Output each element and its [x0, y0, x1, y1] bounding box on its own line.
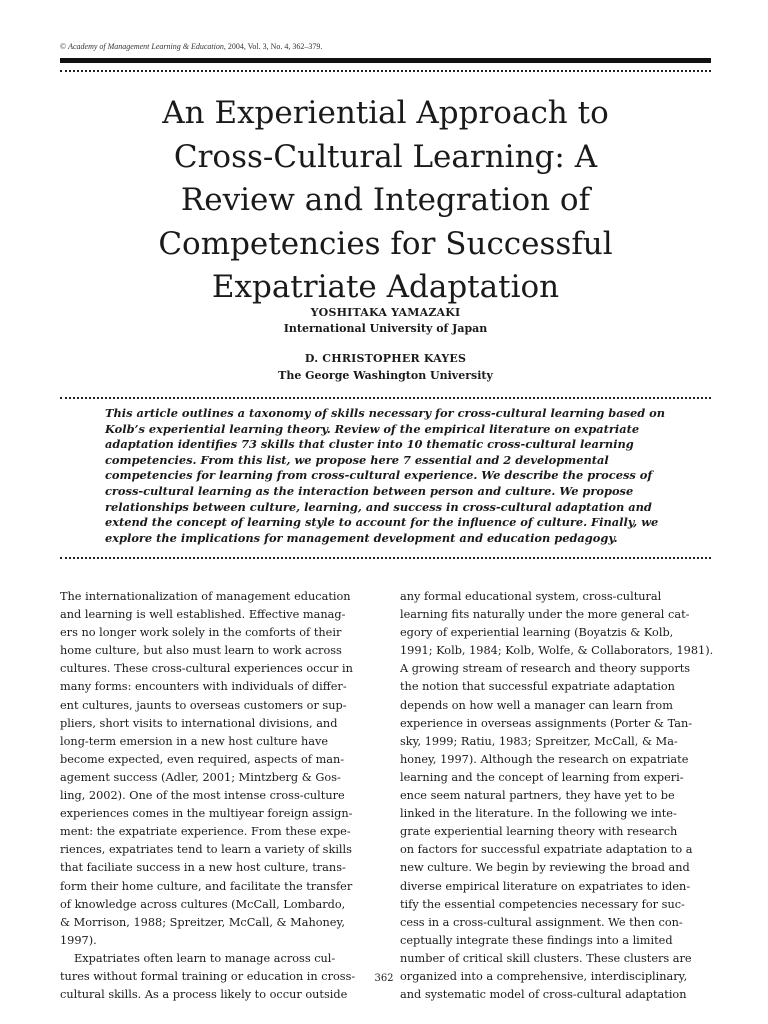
copyright-symbol: ©: [60, 42, 67, 51]
body-line: the notion that successful expatriate adaptation: [400, 680, 675, 694]
title-line: Review and Integration of: [180, 182, 591, 218]
body-line: and systematic model of cross-cultural adaptation: [400, 988, 687, 1002]
abstract-line: competencies for learning from cross-cultural experience. We describe the process of: [105, 468, 653, 483]
body-line: ment: the expatriate experience. From these expe-: [60, 825, 351, 839]
body-line: new culture. We begin by reviewing the broad and: [400, 861, 690, 875]
body-line: The internationalization of management education: [60, 590, 351, 603]
body-column-left: [60, 588, 371, 1004]
body-line: linked in the literature. In the following we inte-: [400, 807, 677, 821]
body-line: tures without formal training or education in cross-: [60, 969, 356, 983]
body-line: grate experiential learning theory with research: [400, 825, 678, 839]
body-line: depends on how well a manager can learn from: [400, 698, 673, 712]
body-line: 1991; Kolb, 1984; Kolb, Wolfe, & Collaborators, 1981).: [400, 644, 714, 658]
header-rule: [60, 58, 711, 63]
body-line: many forms: encounters with individuals of differ-: [60, 680, 347, 694]
body-column-right: [400, 588, 714, 1004]
header-dotted-rule: [60, 70, 711, 72]
body-line: ence seem natural partners, they have yet to be: [400, 789, 675, 803]
body-line: riences, expatriates tend to learn a variety of skills: [60, 843, 352, 857]
body-line: diverse empirical literature on expatriates to iden-: [400, 879, 691, 893]
abstract-line: competencies. From this list, we propose here 7 essential and 2 developmental: [105, 452, 609, 467]
body-line: ent cultures, jaunts to overseas customers or sup-: [60, 698, 347, 712]
body-line: experience in overseas assignments (Porter & Tan-: [400, 716, 693, 730]
journal-name: Academy of Management Learning & Education: [68, 42, 224, 51]
title-line: Cross-Cultural Learning: A: [173, 138, 598, 175]
body-line: become expected, even required, aspects of man-: [60, 752, 345, 766]
body-line: sky, 1999; Ratiu, 1983; Spreitzer, McCall, & Ma-: [400, 734, 678, 748]
abstract-line: Kolb’s experiential learning theory. Review of the empirical literature on expatriate: [105, 421, 640, 436]
abstract: [105, 406, 667, 546]
body-line: cultural skills. As a process likely to occur outside: [60, 988, 348, 1002]
body-line: ling, 2002). One of the most intense cross-culture: [60, 789, 345, 803]
body-line: learning fits naturally under the more general cat-: [400, 608, 690, 622]
abstract-bottom-dotted-rule: [60, 557, 711, 559]
body-line: organized into a comprehensive, interdisciplinary,: [400, 969, 688, 983]
abstract-top-dotted-rule: [60, 397, 711, 399]
abstract-line: This article outlines a taxonomy of skills necessary for cross-cultural learning based on: [105, 406, 666, 420]
title-line: Expatriate Adaptation: [211, 269, 560, 305]
author-affiliation: International University of Japan: [283, 322, 488, 335]
abstract-line: extend the concept of learning style to account for the influence of culture. Finally, we: [105, 515, 659, 530]
body-line: cess in a cross-cultural assignment. We then con-: [400, 915, 683, 929]
abstract-line: adaptation identifies 73 skills that cluster into 10 thematic cross-cultural learning: [105, 437, 634, 452]
body-line: form their home culture, and facilitate the transfer: [60, 879, 353, 893]
body-line: any formal educational system, cross-cultural: [400, 590, 662, 603]
body-line: ers no longer work solely in the comforts of their: [60, 626, 342, 640]
title-line: An Experiential Approach to: [162, 95, 609, 131]
body-line: home culture, but also must learn to work across: [60, 644, 342, 658]
abstract-line: explore the implications for management development and education pedagogy.: [105, 530, 618, 545]
body-line: egory of experiential learning (Boyatzis & Kolb,: [400, 626, 674, 640]
abstract-line: cross-cultural learning as the interaction between person and culture. We propose: [105, 483, 634, 498]
body-line: long-term emersion in a new host culture have: [60, 734, 329, 748]
body-line: learning and the concept of learning from experi-: [400, 770, 684, 784]
body-line: ceptually integrate these findings into a limited: [400, 933, 673, 947]
body-line: tify the essential competencies necessary for suc-: [400, 897, 685, 911]
body-line: experiences comes in the multiyear foreign assign-: [60, 807, 353, 821]
author-name: D. CHRISTOPHER KAYES: [304, 352, 467, 365]
body-line: Expatriates often learn to manage across cul-: [74, 951, 336, 965]
abstract-line: relationships between culture, learning, and success in cross-cultural adaptation and: [105, 499, 652, 514]
author-name: YOSHITAKA YAMAZAKI: [310, 306, 461, 319]
body-line: pliers, short visits to international divisions, and: [60, 716, 338, 730]
journal-citation: [60, 42, 322, 51]
body-line: on factors for successful expatriate adaptation to a: [400, 843, 693, 857]
title-line: Competencies for Successful: [158, 225, 613, 262]
body-line: number of critical skill clusters. These clusters are: [400, 951, 692, 965]
article-title: [60, 92, 711, 310]
body-line: & Morrison, 1988; Spreitzer, McCall, & Mahoney,: [60, 915, 345, 929]
body-line: honey, 1997). Although the research on expatriate: [400, 752, 689, 766]
body-line: of knowledge across cultures (McCall, Lombardo,: [60, 897, 346, 911]
author-affiliation: The George Washington University: [278, 369, 493, 382]
body-line: and learning is well established. Effective manag-: [60, 608, 346, 622]
body-line: A growing stream of research and theory supports: [400, 662, 691, 676]
body-line: agement success (Adler, 2001; Mintzberg & Gos-: [60, 770, 341, 784]
body-line: 1997).: [60, 933, 97, 947]
citation-details: , 2004, Vol. 3, No. 4, 362–379.: [223, 42, 323, 51]
page-number: 362: [374, 973, 394, 984]
body-line: that faciliate success in a new host culture, trans-: [60, 861, 346, 875]
body-line: cultures. These cross-cultural experiences occur in: [60, 662, 353, 676]
